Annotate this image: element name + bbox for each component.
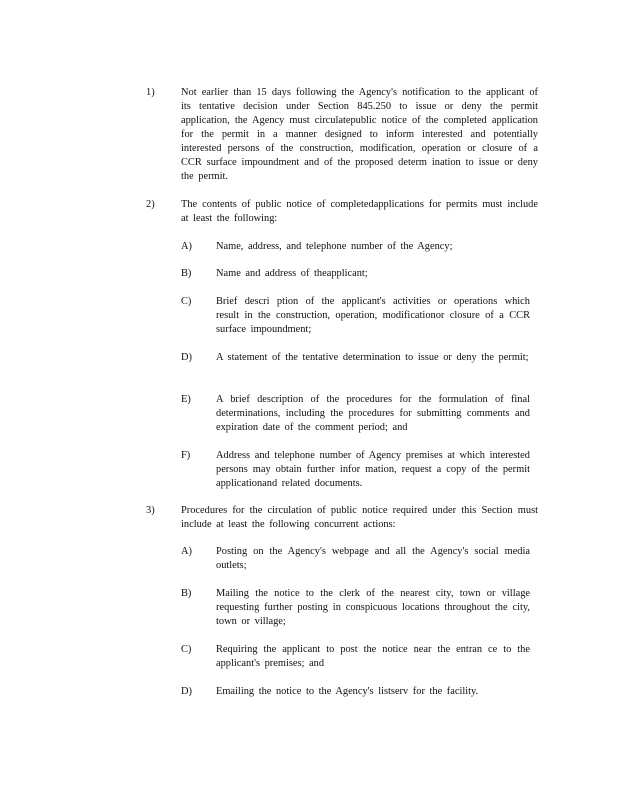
sub-item-text: Brief descri ption of the applicant's activities or operations which result in the construction, operation, modificationor closure of a CCR surface impoundment;	[216, 296, 530, 335]
sub-item-number: B)	[181, 588, 192, 599]
sub-item-text: Name and address of theapplicant;	[216, 268, 368, 279]
item-text: Procedures for the circulation of public notice required under this Section must include at least the following concurrent actions:	[181, 505, 538, 530]
sub-item-text: A statement of the tentative determination to issue or deny the permit;	[216, 352, 529, 363]
sub-item-number: F)	[181, 450, 191, 461]
sub-item-text: Name, address, and telephone number of the Agency;	[216, 241, 453, 252]
sub-item-text: Mailing the notice to the clerk of the nearest city, town or village requesting further posting in conspicuous locations throughout the city, town or village;	[216, 588, 530, 627]
sub-item-text: Emailing the notice to the Agency's listserv for the facility.	[216, 686, 479, 697]
item-text: Not earlier than 15 days following the Agency's notification to the applicant of its tentative decision under Section 845.250 to issue or deny the permit application, the Agency must circulatepublic notice of the completed application for the permit in a manner designed to inform interested and potentially interested persons of the construction, modification, operation or closure of a CCR surface impoundment and of the proposed determ ination to issue or deny the permit.	[181, 87, 538, 182]
sub-item-number: E)	[181, 394, 191, 405]
sub-item-number: A)	[181, 546, 192, 557]
sub-item-number: B)	[181, 268, 192, 279]
sub-item-number: D)	[181, 686, 192, 697]
sub-item-number: D)	[181, 352, 192, 363]
item-text: The contents of public notice of completedapplications for permits must include at least the following:	[181, 199, 538, 224]
sub-item-text: Requiring the applicant to post the notice near the entran ce to the applicant's premises; and	[216, 644, 530, 669]
sub-item-text: A brief description of the procedures for the formulation of final determinations, including the procedures for submitting comments and expiration date of the comment period; and	[216, 394, 530, 433]
sub-item-number: C)	[181, 296, 192, 307]
item-number: 2)	[146, 199, 155, 210]
item-number: 3)	[146, 505, 155, 516]
sub-item-text: Address and telephone number of Agency premises at which interested persons may obtain further infor mation, request a copy of the permit applicationand related documents.	[216, 450, 530, 489]
sub-item-number: C)	[181, 644, 192, 655]
item-number: 1)	[146, 87, 155, 98]
sub-item-number: A)	[181, 241, 192, 252]
sub-item-text: Posting on the Agency's webpage and all the Agency's social media outlets;	[216, 546, 530, 571]
